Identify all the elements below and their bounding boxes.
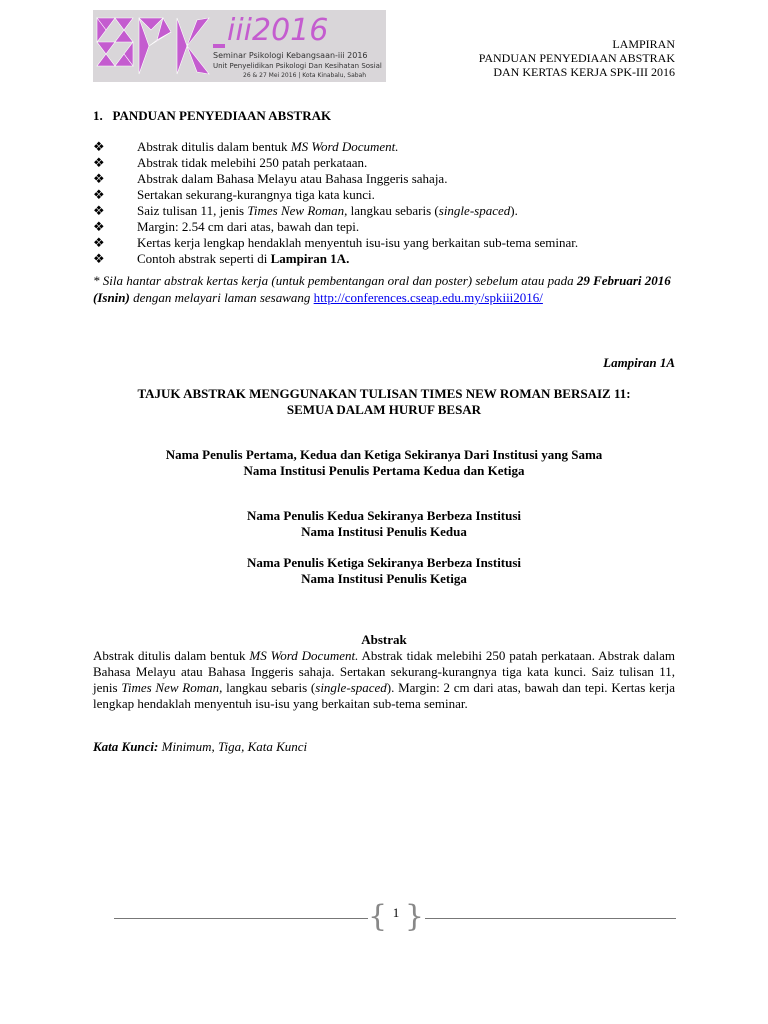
footer-rule-right	[425, 918, 676, 919]
bullet-marker-icon: ❖	[93, 219, 105, 234]
footer-rule-left	[114, 918, 368, 919]
bullet-marker-icon: ❖	[93, 187, 105, 202]
author-block-1: Nama Penulis Pertama, Kedua dan Ketiga Sekiranya Dari Institusi yang Sama Nama Institusi Penulis Pertama Kedua dan Ketiga	[165, 447, 603, 478]
bullet-marker-icon: ❖	[93, 171, 105, 186]
bullet-marker-icon: ❖	[93, 155, 105, 170]
header-line1: LAMPIRAN	[612, 37, 675, 51]
page-number: { 1 }	[368, 899, 424, 934]
right-brace-icon: }	[404, 899, 424, 934]
logo-subtitle1: Seminar Psikologi Kebangsaan-iii 2016	[213, 51, 368, 60]
abstract-body: Abstrak ditulis dalam bentuk MS Word Document. Abstrak tidak melebihi 250 patah perkataan. Abstrak dalam Bahasa Melayu atau Bahasa Inggeris sahaja. Sertakan sekurang-kurangnya tiga kata kunci. Saiz tulisan 11, jenis Times New Roman, langkau sebaris (single-spaced). Margin: 2 cm dari atas, bawah dan tepi. Kertas kerja lengkap hendaklah menyentuh isu-isu yang berkaitan sub-tema seminar.	[93, 648, 675, 711]
sample-title: TAJUK ABSTRAK MENGGUNAKAN TULISAN TIMES NEW ROMAN BERSAIZ 11: SEMUA DALAM HURUF BESAR	[137, 386, 631, 417]
abstract-heading: Abstrak	[361, 632, 407, 647]
logo-subtitle2: Unit Penyelidikan Psikologi Dan Kesihatan Sosial	[213, 62, 382, 70]
list-item: ❖ Sertakan sekurang-kurangnya tiga kata kunci.	[93, 187, 375, 202]
guideline-list	[93, 139, 693, 267]
spk-logo	[93, 10, 386, 82]
list-item: ❖ Abstrak tidak melebihi 250 patah perkataan.	[93, 155, 368, 170]
list-item: ❖ Margin: 2.54 cm dari atas, bawah dan tepi.	[93, 219, 360, 234]
spk-logo-graphic	[93, 10, 386, 82]
header-line3: DAN KERTAS KERJA SPK-III 2016	[493, 65, 675, 79]
document-header	[479, 37, 675, 79]
keywords-value: Minimum, Tiga, Kata Kunci	[158, 739, 308, 754]
bullet-marker-icon: ❖	[93, 203, 105, 218]
logo-dash	[213, 44, 225, 48]
bullet-marker-icon: ❖	[93, 139, 105, 154]
section-title: 1. PANDUAN PENYEDIAAN ABSTRAK	[93, 108, 332, 123]
keywords-label: Kata Kunci:	[93, 739, 159, 754]
author-block-3: Nama Penulis Ketiga Sekiranya Berbeza Institusi Nama Institusi Penulis Ketiga	[246, 555, 522, 586]
left-brace-icon: {	[368, 899, 388, 934]
list-item: ❖ Abstrak ditulis dalam bentuk MS Word Document.	[93, 139, 399, 154]
appendix-label: Lampiran 1A	[603, 355, 675, 370]
logo-iii2016: iii2016	[227, 13, 329, 48]
author-block-2: Nama Penulis Kedua Sekiranya Berbeza Institusi Nama Institusi Penulis Kedua	[246, 508, 522, 539]
bullet-marker-icon: ❖	[93, 251, 105, 266]
list-item: ❖ Saiz tulisan 11, jenis Times New Roman, langkau sebaris (single-spaced).	[93, 203, 518, 218]
submission-note: * Sila hantar abstrak kertas kerja (untuk pembentangan oral dan poster) sebelum atau pada 29 Februari 2016 (Isnin) dengan melayari laman sesawang http://conferences.cseap.edu.my/spkiii2016/	[93, 273, 671, 305]
list-item: ❖ Kertas kerja lengkap hendaklah menyentuh isu-isu yang berkaitan sub-tema seminar.	[93, 235, 579, 250]
logo-subtitle3: 26 & 27 Mei 2016 | Kota Kinabalu, Sabah	[243, 72, 367, 79]
bullet-marker-icon: ❖	[93, 235, 105, 250]
keywords	[93, 739, 307, 755]
list-item: ❖ Abstrak dalam Bahasa Melayu atau Bahasa Inggeris sahaja.	[93, 171, 448, 186]
list-item: ❖ Contoh abstrak seperti di Lampiran 1A.	[93, 251, 350, 266]
conference-link[interactable]: http://conferences.cseap.edu.my/spkiii2016/	[313, 290, 543, 305]
header-line2: PANDUAN PENYEDIAAN ABSTRAK	[478, 51, 675, 65]
